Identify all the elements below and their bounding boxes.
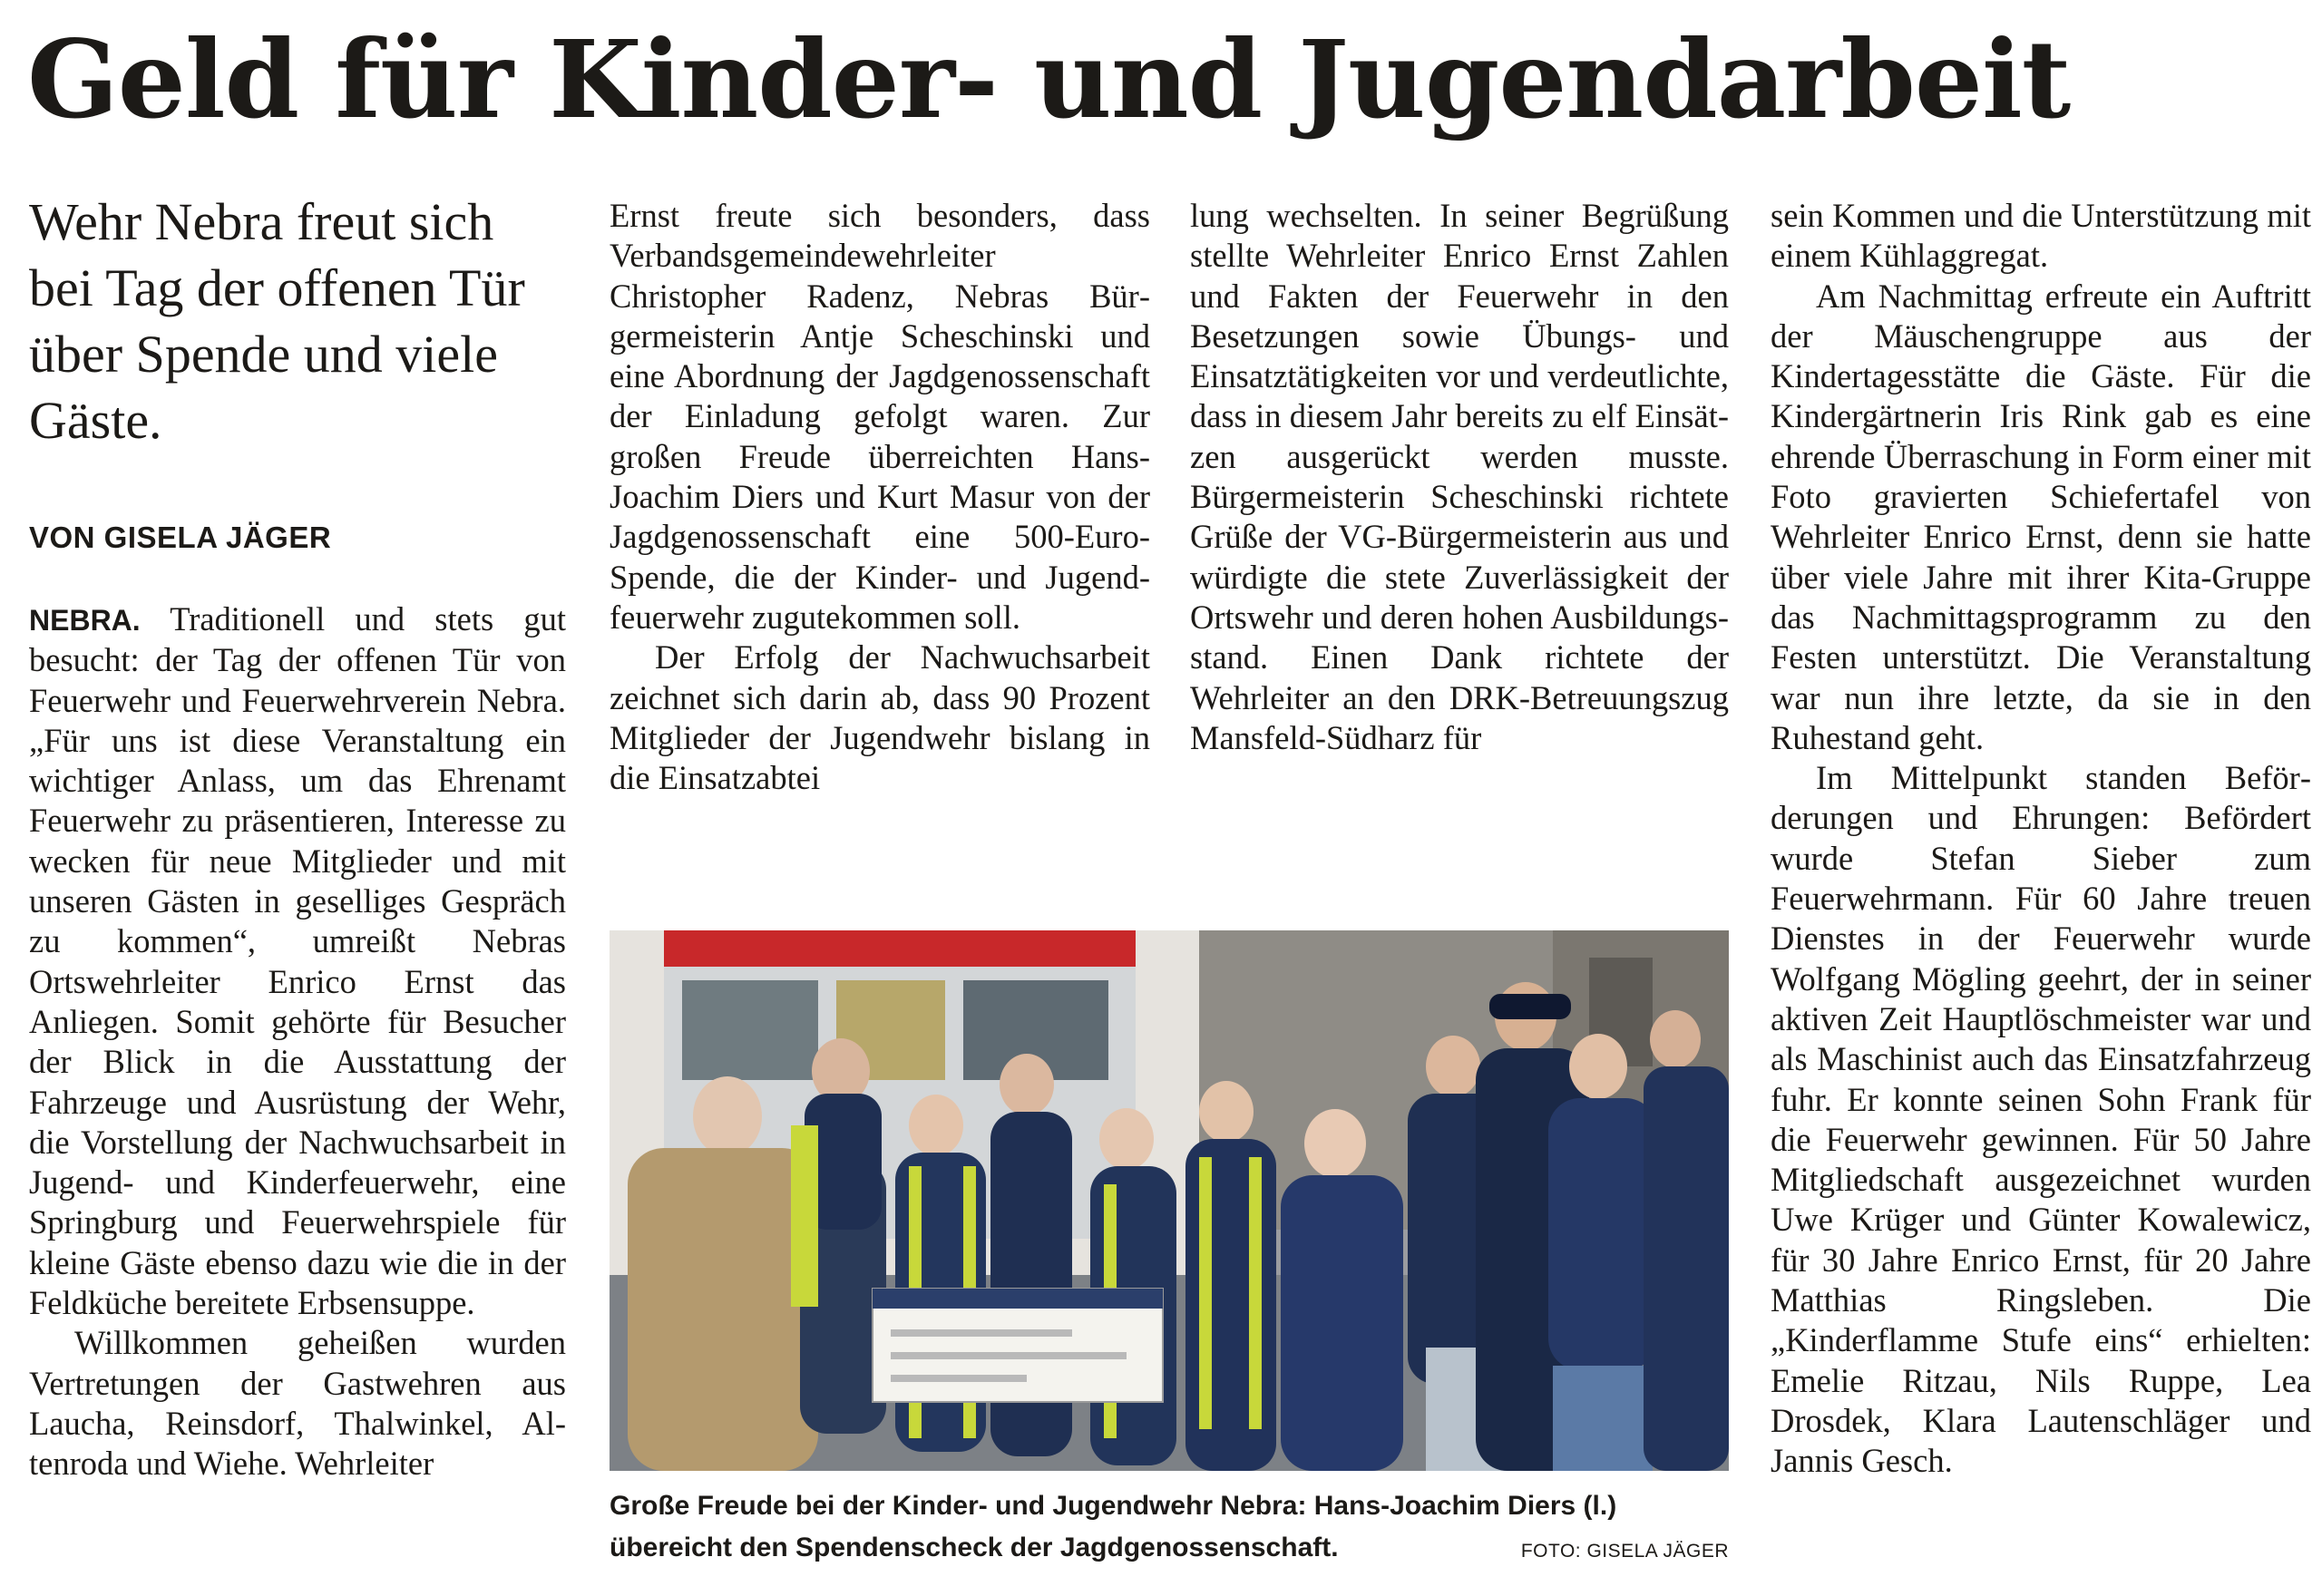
article-column-3 <box>1190 196 1729 758</box>
article-column-2 <box>610 196 1150 798</box>
article-subhead: Wehr Nebra freut sich bei Tag der offenen Tür über Spende und viele Gäste. <box>29 192 525 450</box>
group-photo-illustration <box>610 930 1729 1471</box>
paragraph: lung wechselten. In seiner Begrüßung stellte Wehrleiter Enrico Ernst Zahlen und Fakten der Feuerwehr in den Besetzungen sowie Übungs- und Einsatztätigkeiten vor und verdeutlichte, dass in diesem Jahr bereits zu elf Einsätzen ausgerückt werden musste. Bürgermeisterin Scheschinski richtete Grüße der VG-Bürgermeisterin aus und würdigte die stete Zuverlässigkeit der Ortswehr und deren hohen Ausbildungsstand. Einen Dank richtete der Wehrleiter an den DRK-Betreuungszug Mansfeld-Südharz für <box>1190 197 1729 756</box>
dateline: NEBRA. <box>29 604 141 637</box>
article-headline: Geld für Kinder- und Jugendarbeit <box>27 16 2071 142</box>
paragraph: sein Kommen und die Unterstützung mit einem Kühlaggregat. <box>1771 197 2311 275</box>
paragraph: Im Mittelpunkt standen Beförderungen und Ehrungen: Befördert wurde Stefan Sieber zum Feuerwehrmann. Für 60 Jahre treuen Dienstes in der Feuerwehr wurde Wolfgang Mögling geehrt, der in seiner aktiven Zeit Hauptlöschmeister war und als Maschinist auch das Einsatzfahrzeug fuhr. Er konnte seinen Sohn Frank für die Feuerwehr gewinnen. Für 50 Jahre Mitgliedschaft ausgezeichnet wurden Uwe Krüger und Günter Kowalewicz, für 30 Jahre Enrico Ernst, für 20 Jahre Matthias Ringsleben. Die „Kinderflamme Stufe eins“ erhielten: Emelie Ritzau, Nils Ruppe, Lea Drosdek, Klara Lautenschläger und Jannis Gesch. <box>1771 759 2311 1480</box>
article-column-1 <box>29 599 566 1484</box>
group-photo <box>610 930 1729 1471</box>
article-column-4 <box>1771 196 2311 1482</box>
paragraph: Willkommen geheißen wurden Vertretungen der Gastwehren aus Laucha, Reinsdorf, Thalwinkel, Altenroda und Wiehe. Wehrleiter <box>29 1324 566 1483</box>
author-byline: VON GISELA JÄGER <box>29 521 332 554</box>
paragraph <box>29 599 566 1323</box>
paragraph: Der Erfolg der Nachwuchsarbeit zeichnet sich darin ab, dass 90 Prozent Mitglieder der Jugendwehr bislang in die Einsatzabtei <box>610 638 1150 797</box>
paragraph: Am Nachmittag erfreute ein Auftritt der Mäuschengruppe aus der Kindertagesstätte die Gäste. Für die Kindergärtnerin Iris Rink gab es eine ehrende Überraschung in Form einer mit Foto gravierten Schiefertafel von Wehrleiter Enrico Ernst, denn sie hatte über viele Jahre mit ihrer Kita-Gruppe das Nachmittagsprogramm zu den Festen unterstützt. Die Veranstaltung war nun ihre letzte, da sie in den Ruhestand geht. <box>1771 277 2311 756</box>
photo-credit: FOTO: GISELA JÄGER <box>1520 1541 1729 1562</box>
paragraph: Ernst freute sich besonders, dass Verbandsgemeindewehrleiter Christopher Radenz, Nebras Bürgermeisterin Antje Scheschinski und eine Abordnung der Jagdgenossenschaft der Einladung gefolgt waren. Zur großen Freude überreichten Hans-Joachim Diers und Kurt Masur von der Jagdgenossenschaft eine 500-Euro-Spende, die der Kinder- und Jugendfeuerwehr zugutekommen soll. <box>610 197 1150 636</box>
photo-caption: Große Freude bei der Kinder- und Jugendwehr Nebra: Hans-Joachim Diers (l.) übereicht den Spendenscheck der Jagdgenossenschaft. <box>610 1491 1617 1562</box>
paragraph-text: Traditionell und stets gut besucht: der Tag der offenen Tür von Feuerwehr und Feuerwehrverein Nebra. „Für uns ist diese Veranstaltung ein wichtiger Anlass, um das Ehrenamt Feuerwehr zu präsentieren, Interesse zu wecken für neue Mitglieder und mit unseren Gästen in geselliges Gespräch zu kommen“, umreißt Nebras Ortswehrleiter Enrico Ernst das Anliegen. Somit gehörte für Besucher der Blick in die Ausstattung der Fahrzeuge und Ausrüstung der Wehr, die Vorstellung der Nachwuchsarbeit in Jugend- und Kinderfeuerwehr, eine Springburg und Feuerwehrspiele für kleine Gäste ebenso dazu wie die in der Feldküche bereitete Erbsensuppe. <box>29 600 566 1322</box>
